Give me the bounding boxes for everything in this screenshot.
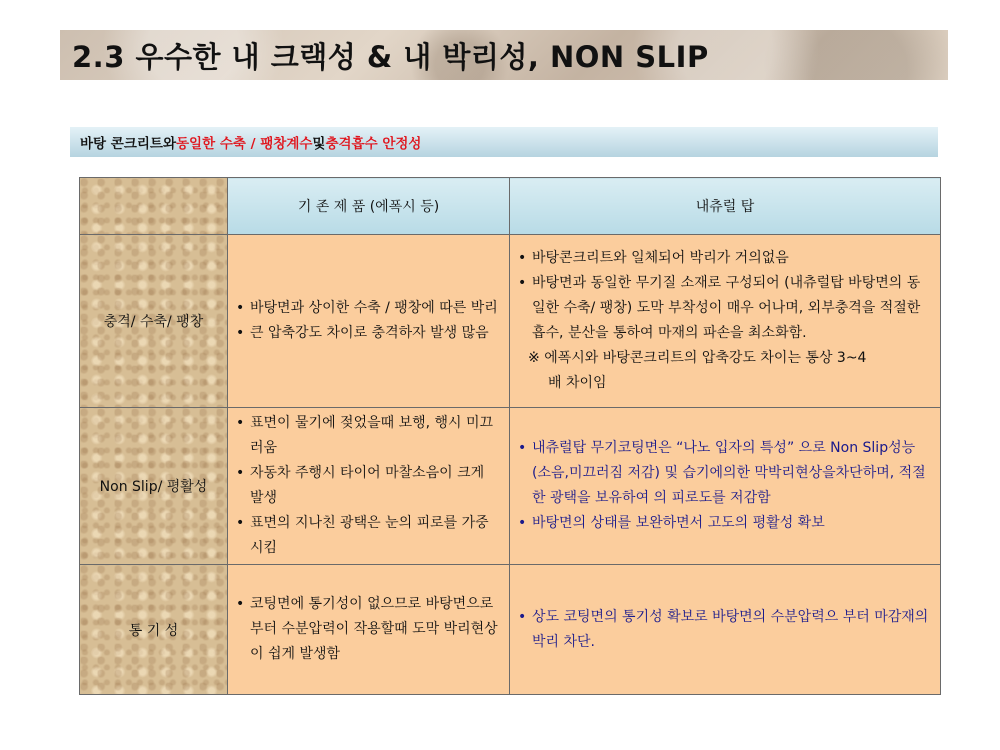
list-item: • 바탕면의 상태를 보완하면서 고도의 평활성 확보 (518, 515, 825, 531)
table-header-row (80, 178, 941, 235)
title-bar (60, 30, 948, 80)
existing-cell-nonslip (228, 408, 510, 565)
header-existing-product: 기 존 제 품 (에폭시 등) (228, 178, 510, 235)
note-line-continued: 배 차이임 (548, 375, 607, 391)
natural-cell-impact (510, 235, 941, 408)
table-row (80, 565, 941, 695)
row-label-breathability: 통 기 성 (80, 565, 228, 695)
list-item: • 코팅면에 통기성이 없으므로 바탕면으로부터 수분압력이 작용할때 도막 박리현상이 쉽게 발생함 (236, 596, 498, 662)
subtitle-highlight-2: 충격흡수 안정성 (325, 136, 422, 152)
list-item: • 바탕면과 동일한 무기질 소재로 구성되어 (내츄럴탑 바탕면의 동일한 수축/ 팽창) 도막 부착성이 매우 어나며, 외부충격을 적절한 흡수, 분산을 통하여 마재의 파손을 최소화함. (518, 275, 921, 341)
header-corner-cell (80, 178, 228, 235)
natural-cell-nonslip (510, 408, 941, 565)
list-item: • 내츄럴탑 무기코팅면은 “나노 입자의 특성” 으로 Non Slip성능(소음,미끄러짐 저감) 및 습기에의한 막박리현상을차단하며, 적절한 광택을 보유하여 의 피로도를 저감함 (518, 440, 926, 506)
subtitle-part-3: 및 (312, 136, 326, 152)
natural-cell-breathability (510, 565, 941, 695)
table-row (80, 235, 941, 408)
list-item: • 큰 압축강도 차이로 충격하자 발생 많음 (236, 325, 489, 341)
header-natural-top: 내츄럴 탑 (510, 178, 941, 235)
list-item: • 상도 코팅면의 통기성 확보로 바탕면의 수분압력으 부터 마감재의 박리 차단. (518, 608, 929, 650)
existing-cell-impact (228, 235, 510, 408)
list-item: • 표면이 물기에 젖었을때 보행, 행시 미끄러움 (236, 415, 494, 456)
list-item: • 자동차 주행시 타이어 마찰소음이 크게 발생 (236, 465, 485, 506)
comparison-table (79, 177, 941, 695)
row-label-impact: 충격/ 수축/ 팽창 (80, 235, 228, 408)
subtitle-part-1: 바탕 콘크리트와 (80, 136, 176, 152)
note-line: ※ 에폭시와 바탕콘크리트의 압축강도 차이는 통상 3~4 (528, 350, 867, 366)
list-item: • 바탕면과 상이한 수축 / 팽창에 따른 박리 (236, 300, 498, 316)
subtitle-bar (70, 127, 938, 157)
existing-cell-breathability (228, 565, 510, 695)
row-label-nonslip: Non Slip/ 평활성 (80, 408, 228, 565)
list-item: • 바탕콘크리트와 일체되어 박리가 거의없음 (518, 250, 789, 266)
table-row (80, 408, 941, 565)
subtitle-highlight-1: 동일한 수축 / 팽창계수 (176, 136, 313, 152)
page-title: 2.3 우수한 내 크랙성 & 내 박리성, NON SLIP (72, 39, 709, 74)
list-item: • 표면의 지나친 광택은 눈의 피로를 가중시킴 (236, 515, 489, 556)
